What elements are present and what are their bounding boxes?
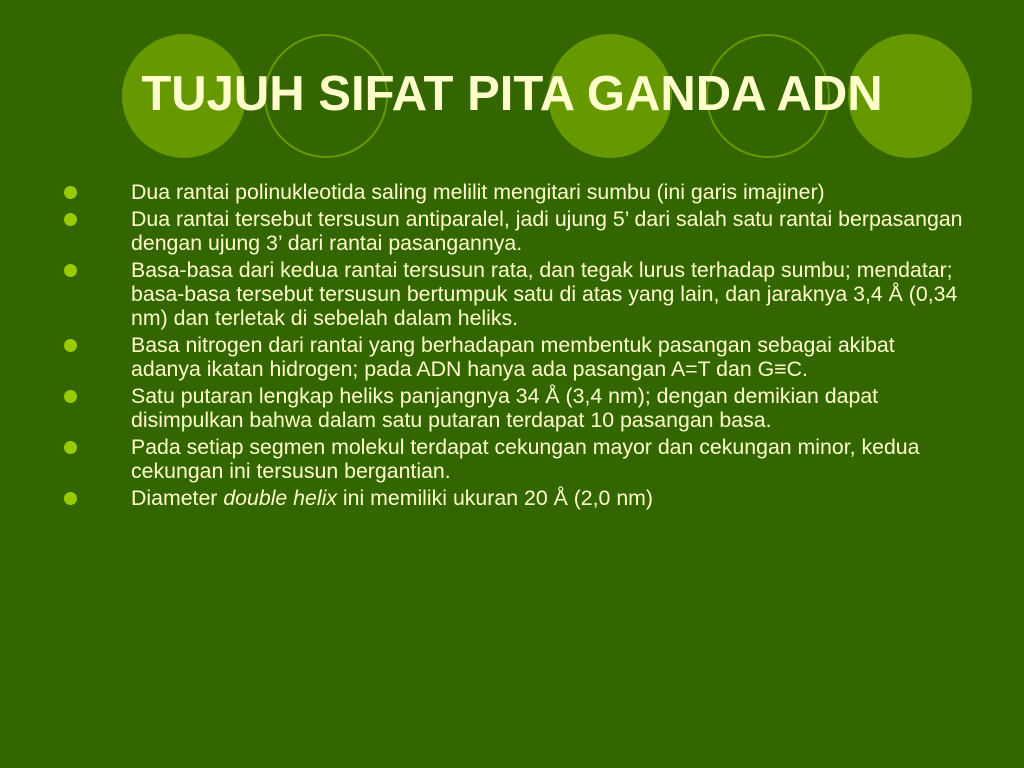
bullet-item — [0, 486, 1024, 510]
bullet-item — [0, 258, 1024, 330]
bullet-text: Satu putaran lengkap heliks panjangnya 34 Å (3,4 nm); dengan demikian dapat disimpulkan bahwa dalam satu putaran terdapat 10 pasangan basa. — [131, 384, 879, 432]
bullet-icon — [64, 339, 77, 352]
slide-title: TUJUH SIFAT PITA GANDA ADN — [141, 67, 883, 121]
bullet-text: Basa nitrogen dari rantai yang berhadapan membentuk pasangan sebagai akibat adanya ikatan hidrogen; pada ADN hanya ada pasangan A=T dan G≡C. — [131, 333, 895, 381]
bullet-text-italic: double helix — [223, 486, 337, 510]
bullet-item — [0, 207, 1024, 255]
bullet-text: Dua rantai tersebut tersusun antiparalel, jadi ujung 5’ dari salah satu rantai berpasangan dengan ujung 3’ dari rantai pasangannya. — [131, 207, 963, 255]
bullet-item — [0, 180, 1024, 204]
bullet-item — [0, 435, 1024, 483]
bullet-icon — [64, 186, 77, 199]
bullet-icon — [64, 390, 77, 403]
bullet-text: Basa-basa dari kedua rantai tersusun rata, dan tegak lurus terhadap sumbu; mendatar; basa-basa tersebut tersusun bertumpuk satu di atas yang lain, dan jaraknya 3,4 Å (0,34 nm) dan terletak di sebelah dalam heliks. — [131, 258, 958, 330]
bullet-icon — [64, 441, 77, 454]
bullet-text-after: ini memiliki ukuran 20 Å (2,0 nm) — [336, 486, 653, 510]
bullet-list — [0, 180, 1024, 513]
bullet-item — [0, 333, 1024, 381]
bullet-text: Pada setiap segmen molekul terdapat cekungan mayor dan cekungan minor, kedua cekungan ini tersusun bergantian. — [131, 435, 920, 483]
bullet-item — [0, 384, 1024, 432]
bullet-icon — [64, 492, 77, 505]
bullet-text: Dua rantai polinukleotida saling melilit mengitari sumbu (ini garis imajiner) — [131, 180, 825, 204]
bullet-icon — [64, 264, 77, 277]
bullet-icon — [64, 213, 77, 226]
bullet-text-before: Diameter — [131, 486, 224, 510]
